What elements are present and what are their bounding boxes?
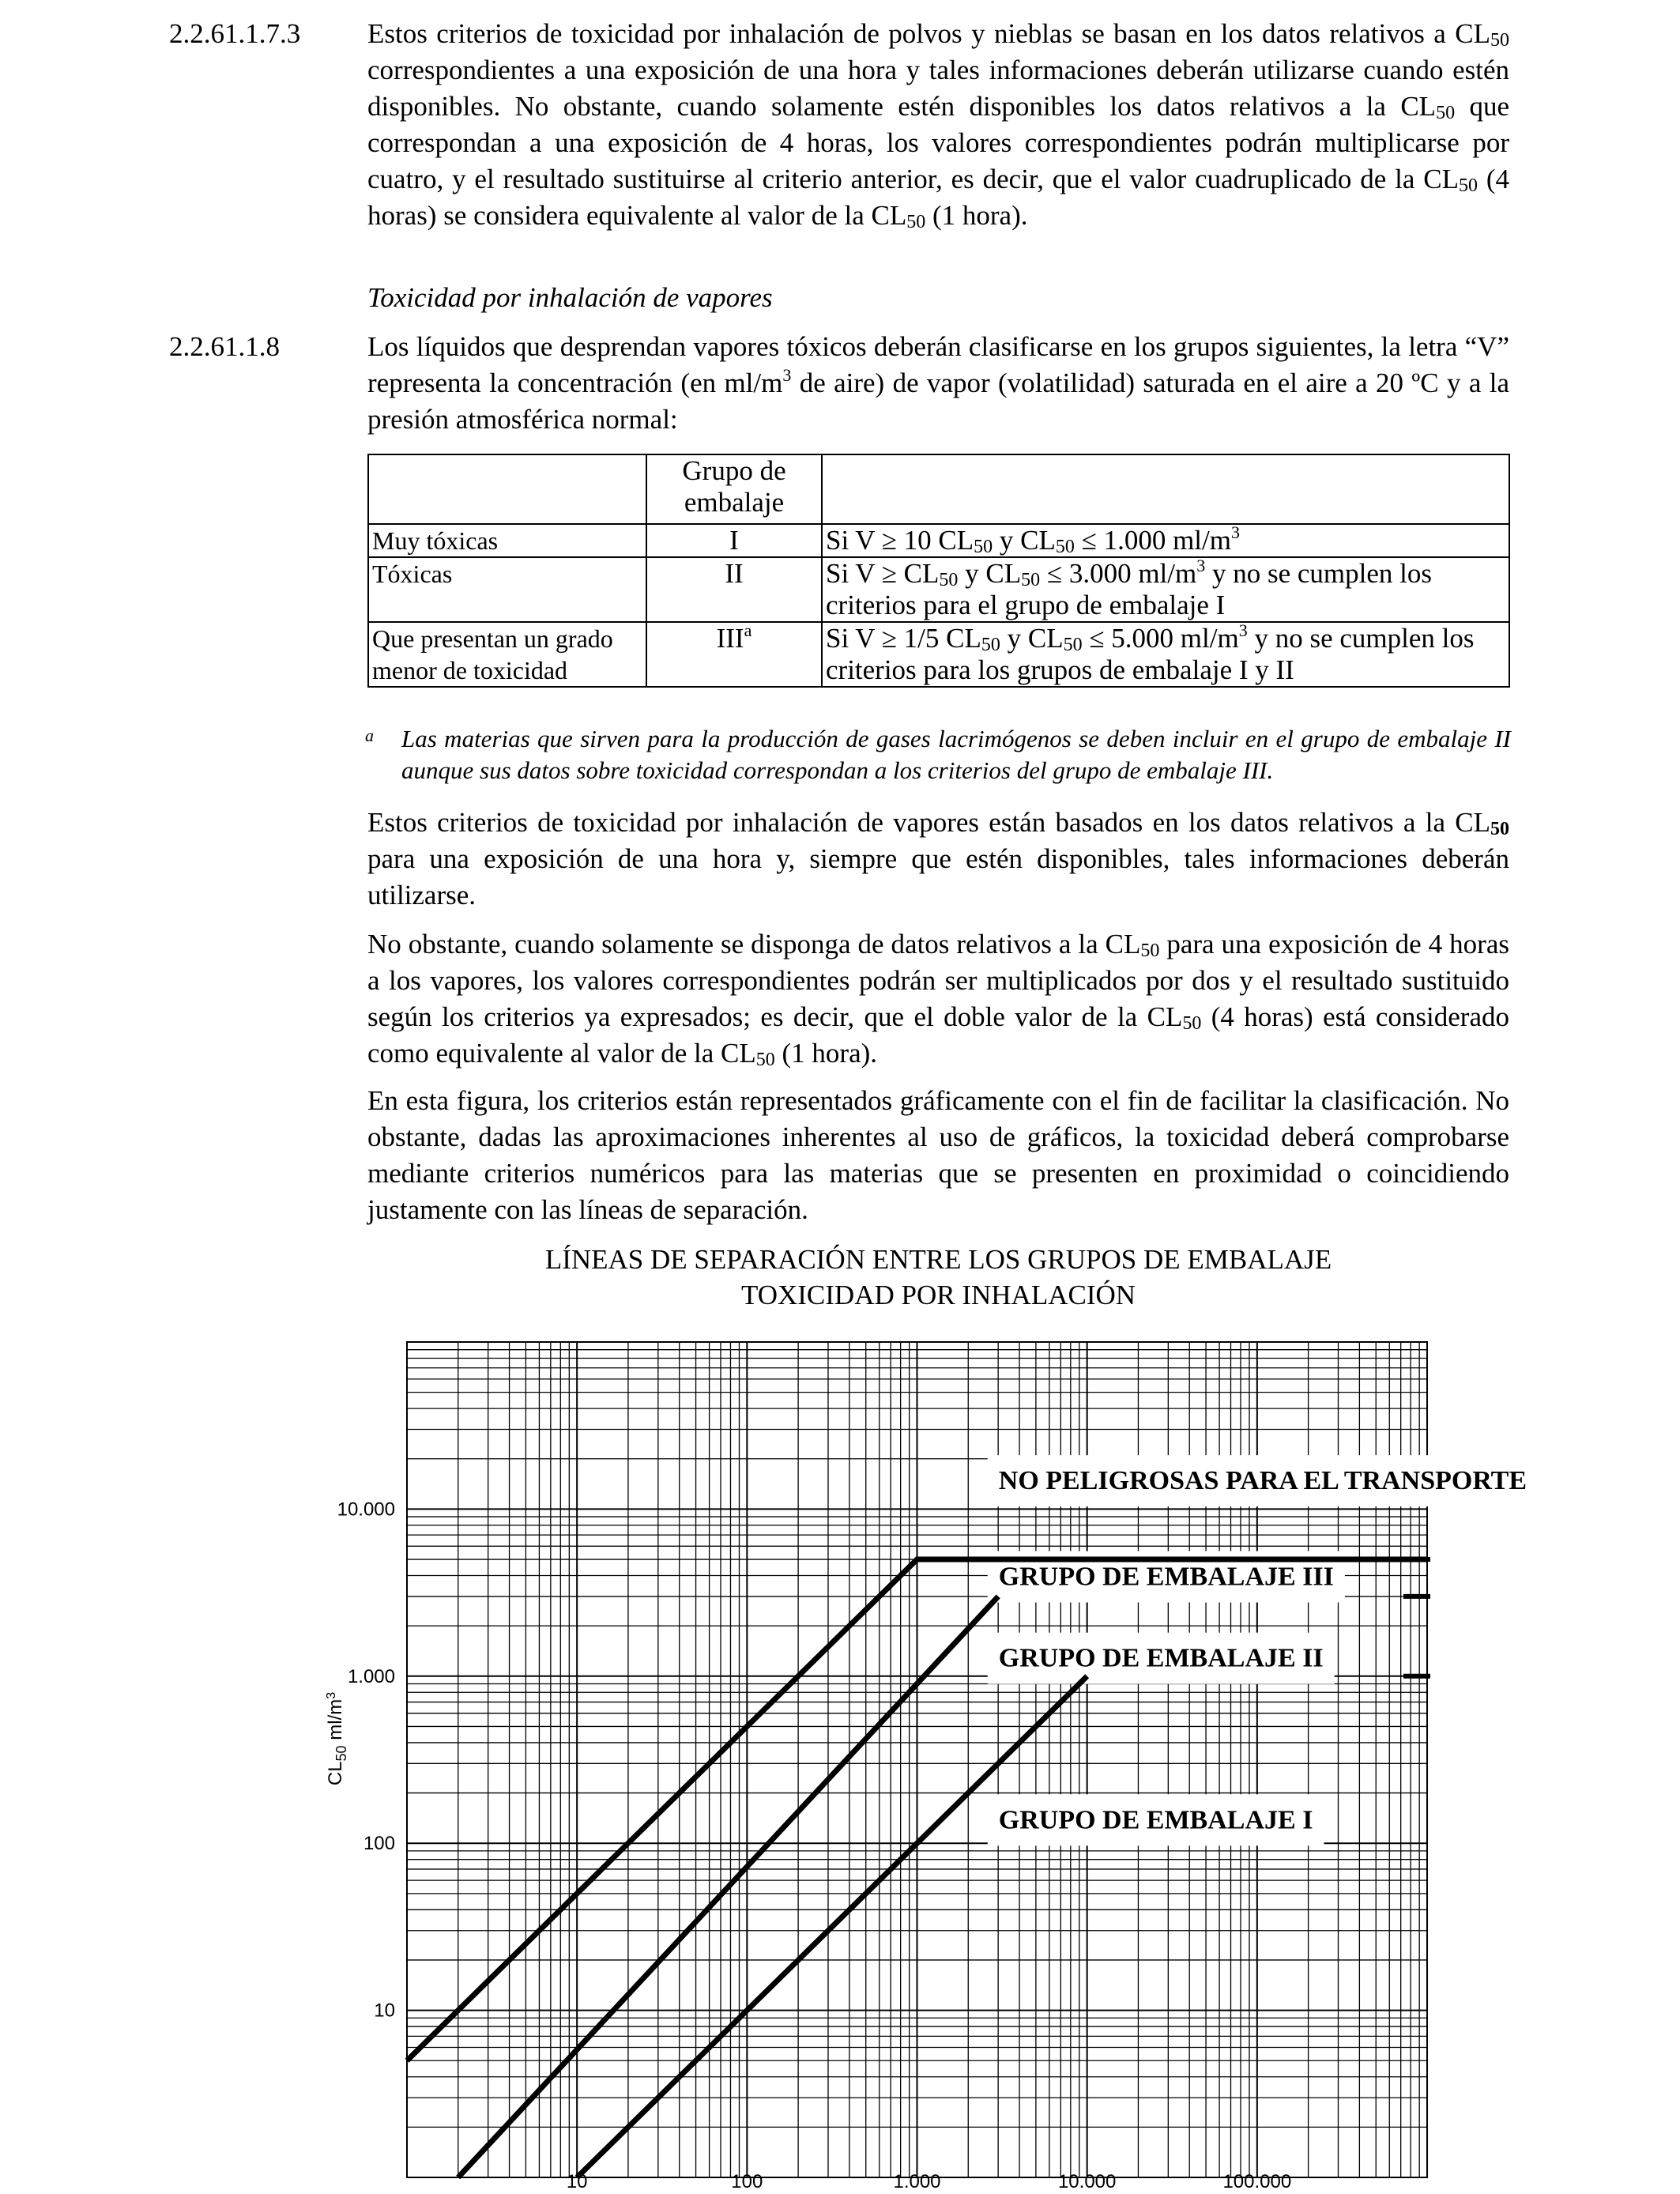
- y-tick-label: 1.000: [347, 1665, 395, 1687]
- text-run: correspondientes a una exposición de una hora y tales informaciones deberán utilizarse cuando estén disponibles. No obstante, cuando solamente estén disponibles los datos relativos a la CL: [367, 55, 1509, 122]
- section-number: 2.2.61.1.8: [169, 331, 280, 362]
- toxicity-label: Que presentan un grado menor de toxicidad: [368, 622, 646, 687]
- body-paragraph: En esta figura, los criterios están representados gráficamente con el fin de facilitar la clasificación. No obstante, dadas las aproximaciones inherentes al uso de gráficos, la toxicidad deberá comprobarse mediante criterios numéricos para las materias que se presenten en proximidad o coincidiendo justamente con las líneas de separación.: [367, 1085, 1509, 1225]
- text-run: para una exposición de 4 horas a los vapores, los valores correspondientes podrán ser multiplicados por dos y el resultado sustituido según los criterios ya expresados; es decir, que el doble valor de la CL: [367, 929, 1509, 1032]
- table-header-cell: Grupo de embalaje: [646, 454, 822, 524]
- y-tick-label: 10: [374, 2000, 395, 2022]
- y-axis-label-part: CL: [325, 1761, 346, 1786]
- section-number: 2.2.61.1.7.3: [169, 18, 301, 49]
- x-tick-label: 100: [731, 2171, 763, 2192]
- subscript: 50: [1490, 30, 1509, 51]
- subscript: 50: [1458, 175, 1478, 196]
- subscript: 50: [1436, 103, 1456, 123]
- text-run: que correspondan a una exposición de 4 horas, los valores correspondientes podrán multiplicarse por cuatro, y el resultado sustituirse al criterio anterior, es decir, que el valor cuadruplicado de la CL: [367, 91, 1509, 194]
- x-tick-label: 10.000: [1057, 2171, 1117, 2192]
- y-tick-label: 10.000: [337, 1498, 395, 1521]
- chart-y-axis-label: [325, 1692, 349, 1785]
- subscript: 50: [1182, 1013, 1202, 1034]
- packing-group: I: [646, 524, 822, 557]
- text-run: (4 horas) está considerado como equivalente al valor de la CL: [367, 1001, 1509, 1069]
- x-tick-label: 10: [566, 2171, 588, 2192]
- text-run: Estos criterios de toxicidad por inhalación de vapores están basados en los datos relativos a la CL: [367, 807, 1490, 838]
- chart-subtitle: TOXICIDAD POR INHALACIÓN: [740, 1280, 1136, 1310]
- subscript: 50: [1490, 819, 1509, 839]
- text-run: de aire) de vapor (volatilidad) saturada en el aire a 20 ºC y a la presión atmosférica normal:: [367, 368, 1509, 435]
- footnote-mark: a: [365, 726, 374, 745]
- boundary-line-3: [577, 1676, 1087, 2177]
- text-run: (1 hora).: [925, 200, 1028, 231]
- y-axis-label-part: 3: [325, 1691, 338, 1699]
- region-label: GRUPO DE EMBALAJE III: [998, 1562, 1334, 1592]
- footnote-text: Las materias que sirven para la producción de gases lacrimógenos se deben incluir en el grupo de embalaje II aunque sus datos sobre toxicidad correspondan a los criterios del grupo de embalaje III.: [401, 725, 1511, 784]
- packing-group: II: [646, 557, 822, 622]
- region-label: GRUPO DE EMBALAJE II: [998, 1643, 1324, 1673]
- toxicity-label: Tóxicas: [368, 557, 646, 622]
- y-axis-label: [325, 1692, 349, 1785]
- text-run: (4 horas) se considera equivalente al valor de la CL: [367, 164, 1510, 231]
- y-axis-label-part: 50: [333, 1745, 349, 1762]
- x-tick-label: 100.000: [1222, 2171, 1292, 2192]
- text-run: Los líquidos que desprendan vapores tóxicos deberán clasificarse en los grupos siguientes, la letra “V” representa la concentración (en ml/m: [367, 331, 1509, 398]
- region-label: NO PELIGROSAS PARA EL TRANSPORTE: [998, 1466, 1527, 1496]
- criterion: Si V ≥ 10 $CL_{50}$ y $CL_{50} \le 1.000$ $ml/m^3$: [822, 524, 1509, 557]
- y-axis-label-part: ml/m: [325, 1698, 346, 1746]
- text-run: (1 hora).: [774, 1038, 878, 1069]
- criterion: Si $V \ge CL_{50}$ y $CL_{50} \le 3.000$ $ml/m^3$ y no se cumplen los criterios para el grupo de embalaje I: [822, 557, 1509, 622]
- toxicity-label: Muy tóxicas: [368, 524, 646, 557]
- superscript: 3: [782, 365, 792, 385]
- subscript: 50: [906, 212, 926, 232]
- subheading: Toxicidad por inhalación de vapores: [367, 282, 773, 313]
- y-tick-label: 100: [363, 1833, 395, 1855]
- text-run: para una exposición de una hora y, siempre que estén disponibles, tales informaciones deberán utilizarse.: [367, 843, 1509, 910]
- text-run: Estos criterios de toxicidad por inhalación de polvos y nieblas se basan en los datos relativos a CL: [367, 18, 1490, 49]
- x-tick-label: 1.000: [893, 2171, 941, 2192]
- text-run: No obstante, cuando solamente se disponga de datos relativos a la CL: [367, 929, 1141, 959]
- criterion: Si V ≥ 1/5 $CL_{50}$ y $CL_{50} \le 5.000$ $ml/m^3$ y no se cumplen los criterios para los grupos de embalaje I y II: [822, 622, 1509, 687]
- packing-group: III$^a$: [646, 622, 822, 687]
- subscript: 50: [755, 1050, 775, 1070]
- region-label: GRUPO DE EMBALAJE I: [998, 1805, 1313, 1835]
- subscript: 50: [1140, 941, 1160, 961]
- chart-title: LÍNEAS DE SEPARACIÓN ENTRE LOS GRUPOS DE EMBALAJE: [544, 1244, 1332, 1275]
